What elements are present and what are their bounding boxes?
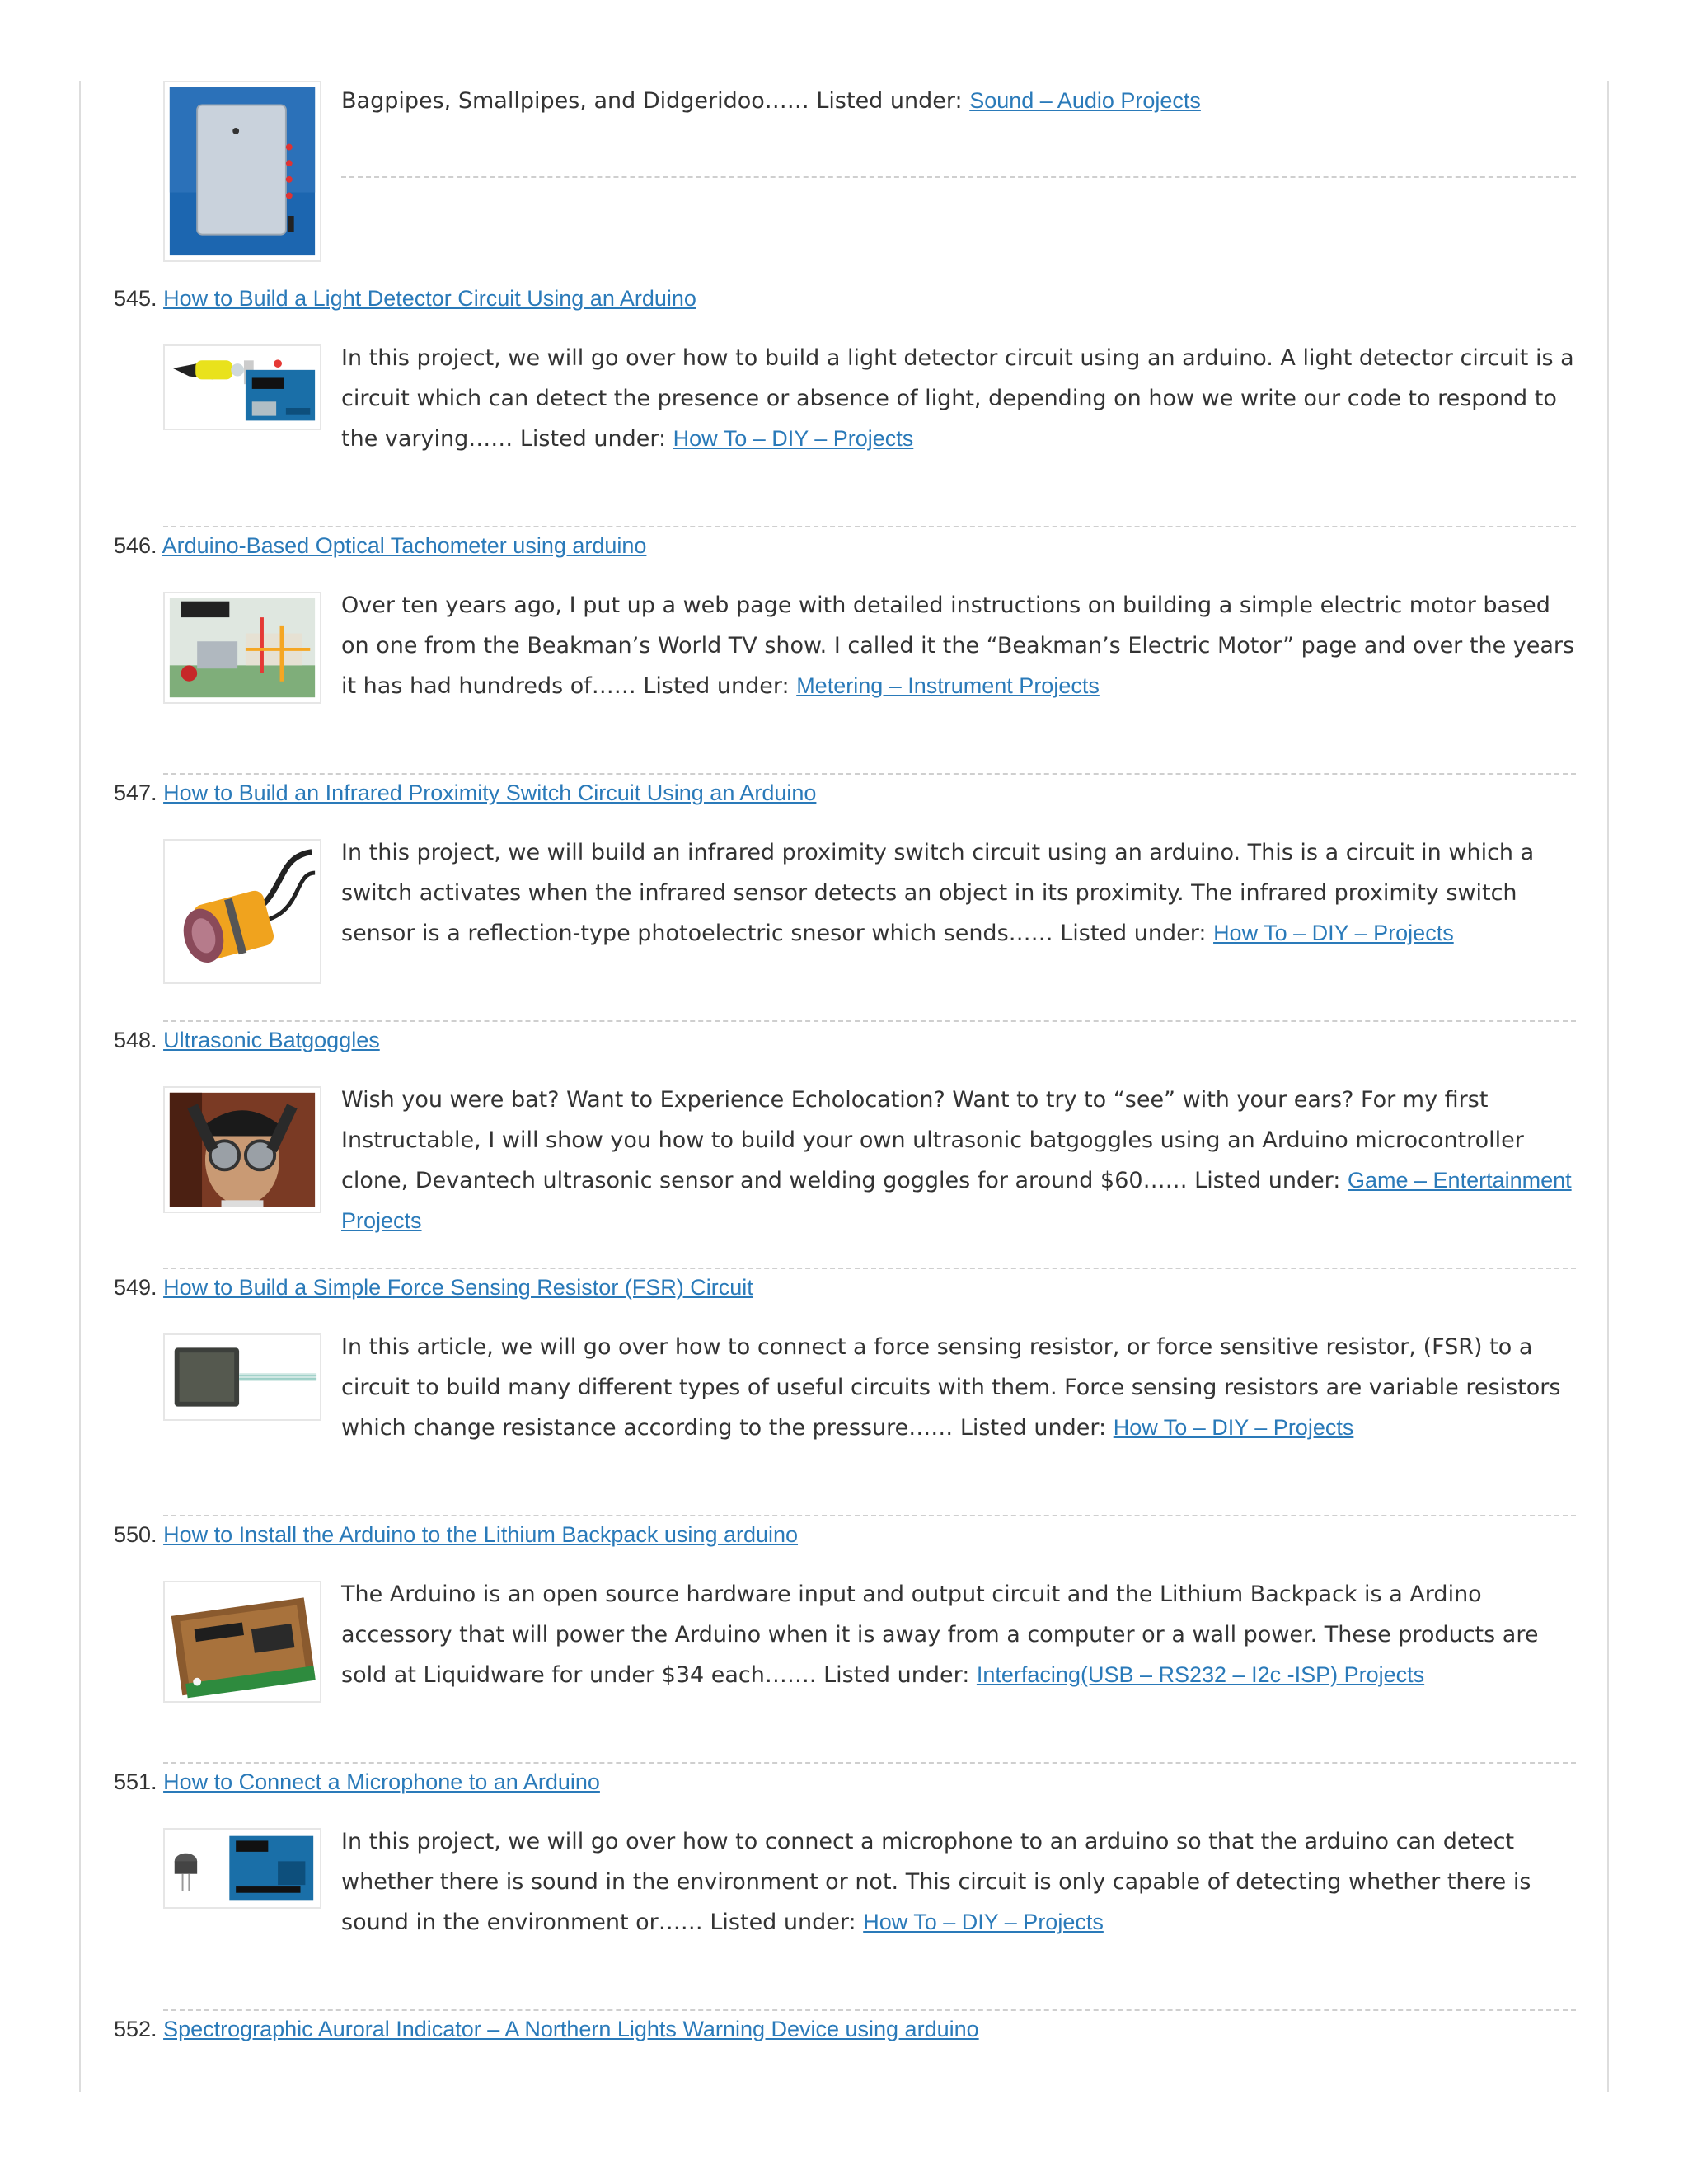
- list-item: [114, 282, 1576, 529]
- separator: [163, 1515, 1576, 1516]
- item-summary: Bagpipes, Smallpipes, and Didgeridoo……: [341, 88, 809, 114]
- item-title-link[interactable]: How to Build a Light Detector Circuit Using an Arduino: [163, 286, 696, 311]
- fsr-pad-thumbnail[interactable]: [163, 1333, 321, 1421]
- separator: [163, 773, 1576, 775]
- item-number: 548.: [114, 1028, 157, 1052]
- item-heading: [114, 1765, 600, 1798]
- list-item: [114, 2013, 1576, 2062]
- listed-under-label: Listed under:: [710, 1910, 856, 1935]
- list-item: [114, 776, 1576, 1024]
- separator: [163, 1268, 1576, 1269]
- separator: [163, 1020, 1576, 1022]
- listed-under-label: Listed under:: [823, 1662, 970, 1688]
- item-description: [341, 81, 1576, 121]
- item-summary: Wish you were bat? Want to Experience Echolocation? Want to try to “see” with your ears? For my first Instructable, I will show you how to build your own ultrasonic batgoggles using an Arduino microcontroller clone, Devantech ultrasonic sensor and welding goggles for around $60……: [341, 1087, 1524, 1193]
- item-title-link[interactable]: Spectrographic Auroral Indicator – A Northern Lights Warning Device using arduino: [163, 2017, 979, 2041]
- ir-sensor-thumbnail[interactable]: [163, 839, 321, 984]
- item-heading: [114, 1518, 798, 1551]
- separator: [163, 526, 1576, 527]
- microphone-arduino-thumbnail[interactable]: [163, 1828, 321, 1909]
- category-link[interactable]: How To – DIY – Projects: [1113, 1415, 1354, 1440]
- item-number: 549.: [114, 1275, 157, 1300]
- list-item: [114, 1518, 1576, 1765]
- separator: [163, 2009, 1576, 2011]
- listed-under-label: Listed under:: [1060, 921, 1207, 946]
- item-number: 552.: [114, 2017, 157, 2041]
- item-description: [341, 1327, 1576, 1448]
- separator: [341, 176, 1576, 178]
- category-link[interactable]: How To – DIY – Projects: [1213, 921, 1454, 945]
- category-link[interactable]: Interfacing(USB – RS232 – I2c -ISP) Projects: [976, 1662, 1425, 1687]
- separator: [163, 1762, 1576, 1764]
- listed-under-label: Listed under:: [1194, 1168, 1341, 1193]
- item-number: 550.: [114, 1522, 157, 1547]
- item-heading: [114, 1271, 753, 1304]
- item-number: 551.: [114, 1769, 157, 1794]
- list-item: [114, 529, 1576, 776]
- item-description: [341, 1080, 1576, 1241]
- category-link[interactable]: Sound – Audio Projects: [969, 88, 1201, 113]
- category-link[interactable]: Game – Entertainment Projects: [341, 1168, 1572, 1233]
- item-summary: In this article, we will go over how to connect a force sensing resistor, or force sensitive resistor, (FSR) to a circuit to build many different types of useful circuits with them. Force sensing resistors are variable resistors which change resistance according to the pressure……: [341, 1334, 1561, 1441]
- item-heading: [114, 529, 646, 562]
- item-number: 546.: [114, 533, 157, 558]
- item-summary: In this project, we will go over how to build a light detector circuit using an arduino. A light detector circuit is a circuit which can detect the presence or absence of light, depending on how we write our code to respond to the varying……: [341, 345, 1574, 452]
- item-summary: In this project, we will go over how to connect a microphone to an arduino so that the arduino can detect whether there is sound in the environment or not. This circuit is only capable of detecting whether there is sound in the environment or……: [341, 1829, 1531, 1935]
- item-number: 545.: [114, 286, 157, 311]
- list-item: [114, 1024, 1576, 1271]
- listed-under-label: Listed under:: [959, 1415, 1107, 1441]
- listed-under-label: Listed under:: [519, 426, 667, 452]
- item-heading: [114, 282, 696, 315]
- enclosure-box-thumbnail[interactable]: [163, 81, 321, 262]
- list-item-partial: [114, 81, 1576, 264]
- item-number: 547.: [114, 780, 157, 805]
- item-description: [341, 1821, 1576, 1943]
- item-summary: Over ten years ago, I put up a web page with detailed instructions on building a simple electric motor based on one from the Beakman’s World TV show. I called it the “Beakman’s Electric Motor” page and over the years it has had hundreds of……: [341, 593, 1575, 699]
- category-link[interactable]: Metering – Instrument Projects: [796, 673, 1100, 698]
- item-title-link[interactable]: Ultrasonic Batgoggles: [163, 1028, 380, 1052]
- lithium-backpack-thumbnail[interactable]: [163, 1581, 321, 1703]
- breadboard-tachometer-thumbnail[interactable]: [163, 592, 321, 704]
- item-summary: In this project, we will build an infrared proximity switch circuit using an arduino. This is a circuit in which a switch activates when the infrared sensor detects an object in its proximity. The infrared proximity switch sensor is a reflection-type photoelectric snesor which sends……: [341, 840, 1535, 946]
- item-heading: [114, 2013, 979, 2046]
- item-title-link[interactable]: How to Connect a Microphone to an Arduino: [163, 1769, 600, 1794]
- item-title-link[interactable]: How to Build an Infrared Proximity Switch Circuit Using an Arduino: [163, 780, 817, 805]
- batgoggles-thumbnail[interactable]: [163, 1086, 321, 1213]
- item-description: [341, 1574, 1576, 1695]
- list-item: [114, 1765, 1576, 2013]
- item-description: [341, 338, 1576, 459]
- item-title-link[interactable]: Arduino-Based Optical Tachometer using arduino: [162, 533, 647, 558]
- listed-under-label: Listed under:: [643, 673, 790, 699]
- item-description: [341, 832, 1576, 954]
- category-link[interactable]: How To – DIY – Projects: [863, 1910, 1104, 1934]
- flashlight-arduino-thumbnail[interactable]: [163, 344, 321, 430]
- item-heading: [114, 1024, 380, 1057]
- item-summary: The Arduino is an open source hardware input and output circuit and the Lithium Backpack is a Ardino accessory that will power the Arduino when it is away from a computer or a wall power. These products are sold at Liquidware for under $34 each…….: [341, 1582, 1539, 1688]
- item-heading: [114, 776, 816, 809]
- listed-under-label: Listed under:: [816, 88, 963, 114]
- list-item: [114, 1271, 1576, 1518]
- category-link[interactable]: How To – DIY – Projects: [673, 426, 914, 451]
- item-title-link[interactable]: How to Install the Arduino to the Lithium Backpack using arduino: [163, 1522, 799, 1547]
- item-description: [341, 585, 1576, 706]
- item-title-link[interactable]: How to Build a Simple Force Sensing Resistor (FSR) Circuit: [163, 1275, 753, 1300]
